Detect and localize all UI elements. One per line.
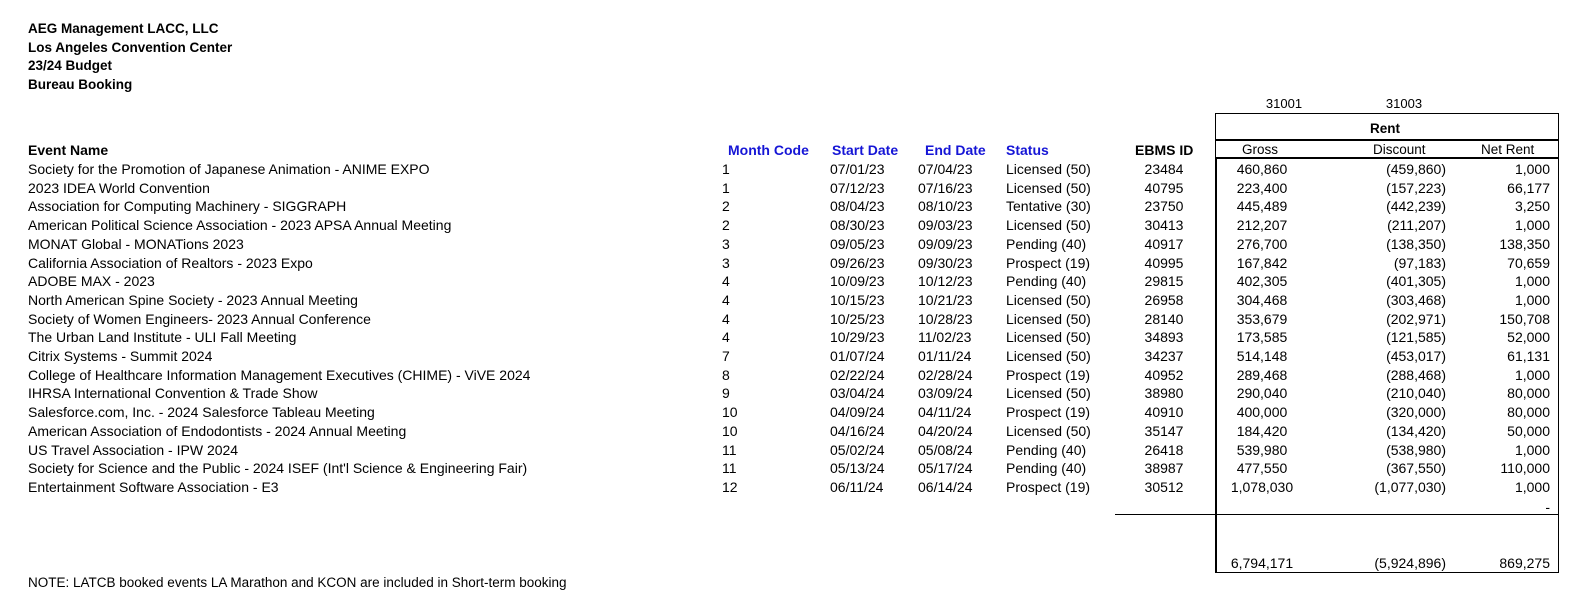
start-date-cell: 03/04/24 — [830, 385, 885, 402]
end-date-cell: 10/21/23 — [918, 291, 973, 308]
ebms-id-cell: 38980 — [1144, 385, 1184, 402]
discount-cell: (1,077,030) — [1374, 478, 1446, 495]
discount-cell: (367,550) — [1386, 460, 1446, 477]
ebms-id-cell: 35147 — [1144, 422, 1184, 439]
ebms-id-cell: 26418 — [1144, 441, 1184, 458]
gross-cell: 539,980 — [1236, 441, 1288, 458]
status-cell: Prospect (19) — [1006, 478, 1091, 495]
status-cell: Pending (40) — [1006, 273, 1087, 290]
start-date-cell: 05/13/24 — [830, 460, 885, 477]
end-date-cell: 07/04/23 — [918, 161, 973, 177]
event-name-cell: ADOBE MAX - 2023 — [28, 273, 155, 290]
month-code-cell: 3 — [722, 235, 730, 252]
ebms-id-cell: 26958 — [1144, 291, 1184, 308]
ebms-id-cell: 23484 — [1144, 161, 1184, 177]
gross-cell: 276,700 — [1236, 235, 1288, 252]
venue-name: Los Angeles Convention Center — [28, 39, 233, 55]
table-row — [0, 348, 1569, 367]
gross-cell: 460,860 — [1236, 161, 1288, 177]
event-name-cell: Citrix Systems - Summit 2024 — [28, 348, 213, 364]
start-date-cell: 07/01/23 — [830, 161, 885, 177]
col-status: Status — [1006, 142, 1049, 158]
net-rent-cell: 50,000 — [1507, 422, 1550, 439]
discount-cell: (459,860) — [1386, 161, 1446, 177]
net-rent-cell: 1,000 — [1514, 291, 1550, 308]
discount-cell: (202,971) — [1386, 310, 1446, 327]
month-code-cell: 11 — [722, 441, 737, 458]
table-row — [0, 161, 1569, 180]
gross-cell: 289,468 — [1236, 366, 1288, 383]
table-row — [0, 292, 1569, 311]
net-rent-cell: 3,250 — [1514, 198, 1550, 215]
status-cell: Licensed (50) — [1006, 310, 1091, 327]
net-rent-cell: 1,000 — [1514, 161, 1550, 177]
month-code-cell: 11 — [722, 460, 737, 477]
status-cell: Licensed (50) — [1006, 161, 1091, 177]
month-code-cell: 2 — [722, 217, 730, 234]
table-row — [0, 460, 1569, 479]
month-code-cell: 1 — [722, 179, 730, 196]
month-code-cell: 10 — [722, 404, 738, 421]
start-date-cell: 04/09/24 — [830, 404, 885, 421]
event-name-cell: California Association of Realtors - 2023 Expo — [28, 254, 313, 271]
status-cell: Pending (40) — [1006, 235, 1087, 252]
start-date-cell: 09/26/23 — [830, 254, 885, 271]
month-code-cell: 7 — [722, 348, 730, 364]
net-rent-cell: 61,131 — [1507, 348, 1550, 364]
end-date-cell: 09/03/23 — [918, 217, 973, 234]
net-rent-cell: 1,000 — [1514, 273, 1550, 290]
status-cell: Licensed (50) — [1006, 217, 1091, 234]
status-cell: Prospect (19) — [1006, 254, 1091, 271]
col-net-rent: Net Rent — [1481, 142, 1535, 157]
table-row — [0, 217, 1569, 236]
ebms-id-cell: 34237 — [1144, 348, 1184, 364]
start-date-cell: 08/04/23 — [830, 198, 885, 215]
discount-cell: (210,040) — [1386, 385, 1446, 402]
gross-cell: 353,679 — [1236, 310, 1288, 327]
month-code-cell: 4 — [722, 273, 730, 290]
ebms-id-cell: 23750 — [1144, 198, 1184, 215]
ebms-id-cell: 40917 — [1144, 235, 1184, 252]
end-date-cell: 05/08/24 — [918, 441, 973, 458]
report-title: Bureau Booking — [28, 76, 133, 92]
status-cell: Licensed (50) — [1006, 329, 1091, 346]
col-month-code: Month Code — [728, 142, 809, 158]
month-code-cell: 1 — [722, 161, 730, 177]
net-rent-cell: 1,000 — [1514, 478, 1550, 495]
end-date-cell: 10/28/23 — [918, 310, 973, 327]
status-cell: Licensed (50) — [1006, 291, 1091, 308]
table-row — [0, 367, 1569, 386]
net-rent-cell: 1,000 — [1514, 366, 1550, 383]
table-row — [0, 180, 1569, 199]
discount-cell: (453,017) — [1386, 348, 1446, 364]
discount-cell: (121,585) — [1386, 329, 1446, 346]
col-gross: Gross — [1242, 142, 1279, 157]
end-date-cell: 02/28/24 — [918, 366, 973, 383]
net-rent-cell: 138,350 — [1499, 235, 1550, 252]
discount-cell: (538,980) — [1386, 441, 1446, 458]
gross-cell: 477,550 — [1236, 460, 1288, 477]
discount-cell: (211,207) — [1387, 217, 1446, 234]
event-name-cell: College of Healthcare Information Management Executives (CHIME) - ViVE 2024 — [28, 366, 531, 383]
event-name-cell: IHRSA International Convention & Trade Show — [28, 385, 318, 402]
end-date-cell: 03/09/24 — [918, 385, 973, 402]
month-code-cell: 2 — [722, 198, 730, 215]
status-cell: Licensed (50) — [1006, 385, 1091, 402]
col-start-date: Start Date — [832, 142, 899, 158]
end-date-cell: 04/11/24 — [918, 404, 972, 421]
gross-cell: 445,489 — [1236, 198, 1288, 215]
net-rent-cell: 70,659 — [1507, 254, 1550, 271]
ebms-id-cell: 29815 — [1144, 273, 1184, 290]
ebms-id-cell: 30512 — [1144, 478, 1184, 495]
discount-cell: (320,000) — [1386, 404, 1446, 421]
status-cell: Licensed (50) — [1006, 348, 1091, 364]
net-rent-cell: 52,000 — [1507, 329, 1550, 346]
table-row — [0, 479, 1569, 498]
event-name-cell: Salesforce.com, Inc. - 2024 Salesforce Tableau Meeting — [28, 404, 375, 421]
ebms-id-cell: 28140 — [1144, 310, 1184, 327]
ebms-id-cell: 40910 — [1144, 404, 1184, 421]
table-row — [0, 311, 1569, 330]
col-discount: Discount — [1373, 142, 1426, 157]
table-row — [0, 385, 1569, 404]
gross-cell: 400,000 — [1236, 404, 1288, 421]
extra-row — [0, 499, 1569, 518]
net-rent-cell: 66,177 — [1507, 179, 1550, 196]
col-end-date: End Date — [925, 142, 986, 158]
discount-cell: (138,350) — [1386, 235, 1446, 252]
month-code-cell: 4 — [722, 291, 730, 308]
start-date-cell: 09/05/23 — [830, 235, 885, 252]
event-name-cell: American Political Science Association - 2023 APSA Annual Meeting — [28, 217, 452, 234]
end-date-cell: 04/20/24 — [918, 422, 973, 439]
budget-period: 23/24 Budget — [28, 58, 113, 73]
event-name-cell: Society of Women Engineers- 2023 Annual Conference — [28, 310, 371, 327]
gross-cell: 304,468 — [1236, 291, 1288, 308]
start-date-cell: 04/16/24 — [830, 422, 885, 439]
end-date-cell: 10/12/23 — [918, 273, 973, 290]
gross-cell: 223,400 — [1236, 179, 1288, 196]
start-date-cell: 10/15/23 — [830, 291, 885, 308]
report-header — [28, 20, 232, 94]
event-name-cell: MONAT Global - MONATions 2023 — [28, 235, 244, 252]
discount-cell: (134,420) — [1386, 422, 1446, 439]
gross-cell: 167,842 — [1236, 254, 1288, 271]
total-net-rent: 869,275 — [1499, 555, 1550, 571]
ebms-id-cell: 40795 — [1144, 179, 1184, 196]
status-cell: Pending (40) — [1006, 441, 1087, 458]
event-name-cell: Association for Computing Machinery - SIGGRAPH — [28, 198, 347, 215]
net-rent-cell: 1,000 — [1514, 441, 1550, 458]
gross-cell: 402,305 — [1236, 273, 1288, 290]
net-rent-cell: 80,000 — [1507, 404, 1550, 421]
status-cell: Licensed (50) — [1006, 179, 1091, 196]
start-date-cell: 08/30/23 — [830, 217, 885, 234]
gross-cell: 1,078,030 — [1230, 478, 1294, 495]
month-code-cell: 12 — [722, 478, 738, 495]
end-date-cell: 08/10/23 — [918, 198, 973, 215]
rent-group-header: Rent — [1370, 121, 1400, 136]
end-date-cell: 09/30/23 — [918, 254, 973, 271]
total-gross: 6,794,171 — [1230, 555, 1294, 571]
start-date-cell: 07/12/23 — [830, 179, 885, 196]
table-row — [0, 423, 1569, 442]
table-row — [0, 404, 1569, 423]
table-row — [0, 273, 1569, 292]
rent-box-divider — [1215, 139, 1559, 141]
status-cell: Licensed (50) — [1006, 422, 1091, 439]
footnote: NOTE: LATCB booked events LA Marathon and KCON are included in Short-term booking — [28, 575, 567, 590]
table-row — [0, 198, 1569, 217]
ebms-id-cell: 30413 — [1144, 217, 1184, 234]
net-rent-cell: 110,000 — [1500, 460, 1550, 477]
gross-cell: 173,585 — [1236, 329, 1288, 346]
status-cell: Pending (40) — [1006, 460, 1087, 477]
gross-cell: 212,207 — [1236, 217, 1288, 234]
table-row — [0, 236, 1569, 255]
month-code-cell: 4 — [722, 310, 730, 327]
table-row — [0, 442, 1569, 461]
month-code-cell: 9 — [722, 385, 730, 402]
event-name-cell: North American Spine Society - 2023 Annual Meeting — [28, 291, 358, 308]
table-row — [0, 329, 1569, 348]
end-date-cell: 06/14/24 — [918, 478, 973, 495]
ebms-id-cell: 34893 — [1144, 329, 1184, 346]
discount-cell: (157,223) — [1386, 179, 1446, 196]
end-date-cell: 11/02/23 — [918, 329, 972, 346]
start-date-cell: 06/11/24 — [830, 478, 884, 495]
month-code-cell: 3 — [722, 254, 730, 271]
event-name-cell: US Travel Association - IPW 2024 — [28, 441, 239, 458]
gross-cell: 514,148 — [1236, 348, 1288, 364]
total-discount: (5,924,896) — [1374, 555, 1446, 571]
event-name-cell: 2023 IDEA World Convention — [28, 179, 210, 196]
month-code-cell: 10 — [722, 422, 738, 439]
end-date-cell: 05/17/24 — [918, 460, 973, 477]
discount-account-code: 31003 — [1385, 96, 1423, 111]
discount-cell: (401,305) — [1386, 273, 1446, 290]
event-name-cell: Society for the Promotion of Japanese Animation - ANIME EXPO — [28, 161, 430, 177]
col-event-name: Event Name — [28, 142, 109, 158]
status-cell: Prospect (19) — [1006, 366, 1091, 383]
ebms-id-cell: 40952 — [1144, 366, 1184, 383]
start-date-cell: 05/02/24 — [830, 441, 885, 458]
gross-cell: 184,420 — [1236, 422, 1288, 439]
ebms-id-cell: 38987 — [1144, 460, 1184, 477]
start-date-cell: 10/09/23 — [830, 273, 885, 290]
end-date-cell: 07/16/23 — [918, 179, 973, 196]
start-date-cell: 10/29/23 — [830, 329, 885, 346]
net-rent-cell: 80,000 — [1507, 385, 1550, 402]
event-name-cell: The Urban Land Institute - ULI Fall Meeting — [28, 329, 297, 346]
start-date-cell: 01/07/24 — [830, 348, 885, 364]
month-code-cell: 4 — [722, 329, 730, 346]
end-date-cell: 09/09/23 — [918, 235, 973, 252]
start-date-cell: 02/22/24 — [830, 366, 885, 383]
col-ebms-id: EBMS ID — [1135, 142, 1194, 158]
discount-cell: (288,468) — [1386, 366, 1446, 383]
gross-account-code: 31001 — [1265, 96, 1303, 111]
net-rent-cell: 1,000 — [1514, 217, 1550, 234]
discount-cell: (97,183) — [1393, 254, 1446, 271]
event-name-cell: Society for Science and the Public - 2024 ISEF (Int'l Science & Engineering Fair) — [28, 460, 528, 477]
extra-net-value: - — [1545, 499, 1550, 515]
rent-header-divider — [1215, 157, 1559, 159]
discount-cell: (442,239) — [1386, 198, 1446, 215]
event-name-cell: American Association of Endodontists - 2024 Annual Meeting — [28, 422, 407, 439]
end-date-cell: 01/11/24 — [918, 348, 972, 364]
month-code-cell: 8 — [722, 366, 730, 383]
start-date-cell: 10/25/23 — [830, 310, 885, 327]
status-cell: Prospect (19) — [1006, 404, 1091, 421]
net-rent-cell: 150,708 — [1499, 310, 1550, 327]
table-row — [0, 255, 1569, 274]
status-cell: Tentative (30) — [1006, 198, 1091, 215]
gross-cell: 290,040 — [1236, 385, 1288, 402]
company-name: AEG Management LACC, LLC — [28, 21, 219, 36]
event-name-cell: Entertainment Software Association - E3 — [28, 478, 279, 495]
ebms-id-cell: 40995 — [1144, 254, 1184, 271]
discount-cell: (303,468) — [1386, 291, 1446, 308]
